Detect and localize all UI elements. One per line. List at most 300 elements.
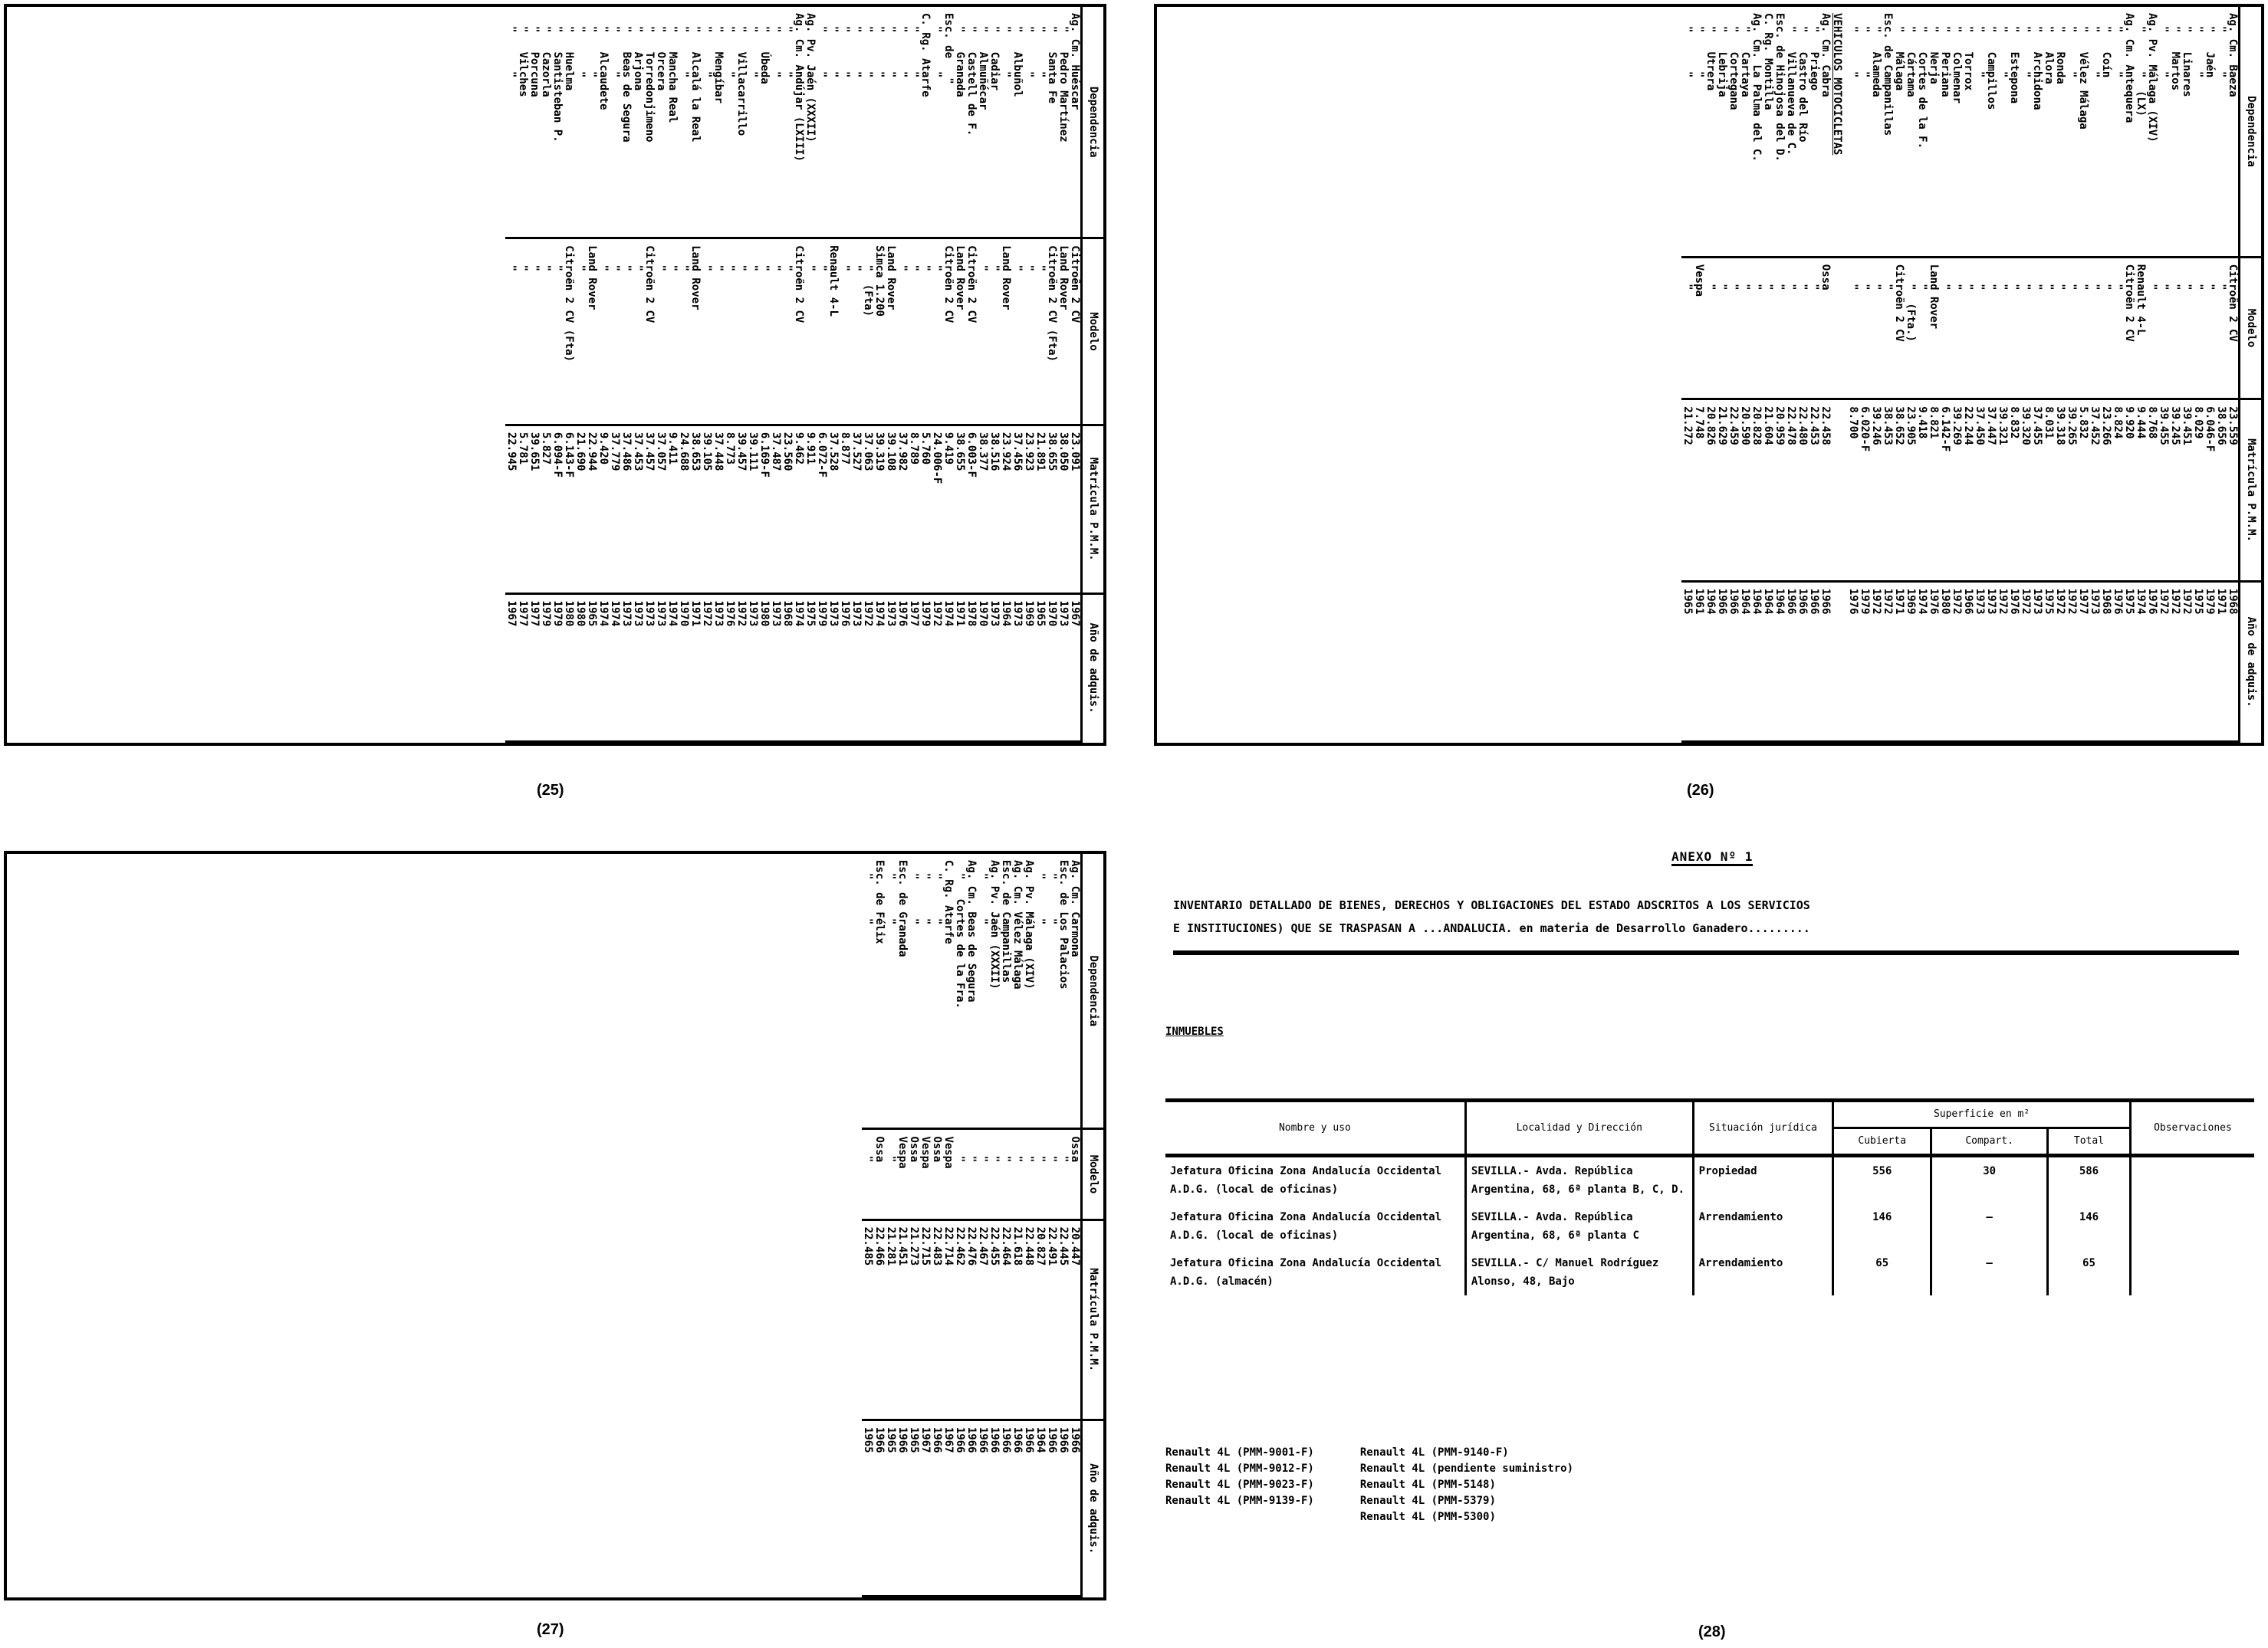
cell-dependencia: " Cazorla bbox=[540, 7, 551, 238]
cell-modelo: " bbox=[781, 238, 793, 425]
cell-modelo: " bbox=[1762, 257, 1773, 399]
cell-dependencia: C. Rg. Atarfe bbox=[942, 854, 954, 1129]
cell-modelo: " bbox=[919, 238, 931, 425]
cell-dependencia: Esc. de Granada bbox=[896, 854, 908, 1129]
cell-ano: 1973 bbox=[632, 593, 643, 741]
cell-dependencia: Ag. Cm. Baeza bbox=[2227, 7, 2240, 257]
table-row bbox=[977, 7, 988, 742]
table-row bbox=[1011, 7, 1023, 742]
cell-matricula: 9.420 bbox=[597, 425, 609, 593]
cell-matricula: 9.911 bbox=[804, 425, 816, 593]
cell-dependencia: " " bbox=[2066, 7, 2077, 257]
cell-matricula: 22.480 bbox=[1796, 399, 1808, 582]
cell-dependencia: Esc. de Campanillas bbox=[1882, 7, 1893, 257]
table-row bbox=[517, 7, 528, 742]
table-row bbox=[609, 7, 620, 742]
cell-dependencia: " " bbox=[885, 7, 896, 238]
cell-ano: 1974 bbox=[597, 593, 609, 741]
cell-ano: 1968 bbox=[2100, 581, 2112, 741]
table-row bbox=[2227, 7, 2240, 742]
cell-modelo: " bbox=[2054, 257, 2066, 399]
cell-ano: 1972 bbox=[2169, 581, 2181, 741]
header-modelo: Modelo bbox=[2240, 257, 2262, 399]
table-row bbox=[1704, 7, 1716, 742]
cell-ano: 1976 bbox=[724, 593, 735, 741]
cell-total: 65 bbox=[2048, 1249, 2131, 1295]
vehicle-item: Renault 4L (pendiente suministro) bbox=[1359, 1463, 1574, 1475]
cell-observaciones bbox=[2130, 1203, 2254, 1249]
header-dependencia: Dependencia bbox=[2240, 7, 2262, 257]
cell-modelo: Citroën 2 CV bbox=[2123, 257, 2135, 399]
cell-ano: 1966 bbox=[1819, 581, 1831, 741]
table-row bbox=[1808, 7, 1819, 742]
cell-dependencia: " " bbox=[862, 7, 873, 238]
header-matricula: Matrícula P.M.M. bbox=[1082, 1220, 1104, 1420]
cell-compartida: — bbox=[1931, 1203, 2048, 1249]
cell-dependencia: " Cortes de la Fra. bbox=[954, 854, 965, 1129]
cell-dependencia: " " bbox=[770, 7, 781, 238]
cell-dependencia: Ag. Pv. Málaga (XIV) bbox=[2146, 7, 2158, 257]
cell-dependencia: " Villanueva de C. bbox=[1785, 7, 1796, 257]
table-row bbox=[1859, 7, 1870, 742]
cell-matricula: 22.714 bbox=[942, 1220, 954, 1420]
table-row bbox=[678, 7, 689, 742]
cell-dependencia: Esc. de Campanillas bbox=[1000, 854, 1011, 1129]
page-number-27: (27) bbox=[537, 1621, 564, 1638]
cell-modelo: " bbox=[2100, 257, 2112, 399]
panel-25 bbox=[4, 4, 1106, 746]
table-row bbox=[2043, 7, 2054, 742]
rotated-table bbox=[862, 854, 1103, 1597]
cell-observaciones bbox=[2130, 1249, 2254, 1295]
vehicle-item: Renault 4L (PMM-9001-F) bbox=[1165, 1446, 1314, 1459]
cell-matricula: 8.773 bbox=[724, 425, 735, 593]
cell-ano: 1970 bbox=[977, 593, 988, 741]
cell-dependencia: " Pedro Martínez bbox=[1057, 7, 1069, 238]
cell-ano: 1970 bbox=[678, 593, 689, 741]
cell-matricula: 9.418 bbox=[1916, 399, 1928, 582]
cell-matricula: 22.715 bbox=[919, 1220, 931, 1420]
table-row bbox=[885, 7, 896, 742]
cell-modelo: " bbox=[885, 1129, 896, 1220]
cell-modelo: " bbox=[505, 238, 517, 425]
cell-modelo: " bbox=[2215, 257, 2227, 399]
cell-modelo: " bbox=[2158, 257, 2169, 399]
cell-dependencia: Ag. Cm. La Palma del C. bbox=[1750, 7, 1762, 257]
cell-situacion: Propiedad bbox=[1693, 1156, 1833, 1204]
vehicle-item: Renault 4L (PMM-9139-F) bbox=[1165, 1495, 1314, 1507]
table-row bbox=[2031, 7, 2043, 742]
table-row bbox=[2215, 7, 2227, 742]
cell-modelo: Citroën 2 CV bbox=[643, 238, 655, 425]
cell-matricula: 39.269 bbox=[1951, 399, 1962, 582]
table-row bbox=[1023, 7, 1034, 742]
cell-dependencia: Esc. de Félix bbox=[873, 854, 885, 1129]
cell-modelo: " bbox=[804, 238, 816, 425]
cell-matricula: 37.447 bbox=[1985, 399, 1997, 582]
cell-matricula: 22.459 bbox=[1727, 399, 1739, 582]
cell-ano: 1968 bbox=[2227, 581, 2240, 741]
panel-26 bbox=[1154, 4, 2264, 746]
cell-modelo: " bbox=[620, 238, 632, 425]
cell-modelo: " bbox=[1773, 257, 1785, 399]
cell-modelo: " bbox=[1796, 257, 1808, 399]
cell-dependencia: " Archidona bbox=[2031, 7, 2043, 257]
cell-matricula: 6.020-F bbox=[1859, 399, 1870, 582]
cell-dependencia: " Alcalá la Real bbox=[689, 7, 701, 238]
cell-dependencia: " Santisteban P. bbox=[551, 7, 563, 238]
table-row bbox=[1057, 854, 1069, 1597]
cell-dependencia: Ag. Pv. Jaén (XXXII) bbox=[988, 854, 1000, 1129]
cell-ano: 1966 bbox=[896, 1420, 908, 1596]
cell-matricula: 39.105 bbox=[701, 425, 712, 593]
cell-ano: 1973 bbox=[850, 593, 862, 741]
cell-ano: 1967 bbox=[1069, 593, 1082, 741]
cell-matricula: 6.143-F bbox=[563, 425, 574, 593]
table-row bbox=[1796, 7, 1808, 742]
table-row bbox=[1023, 854, 1034, 1597]
table-row bbox=[1893, 7, 1905, 742]
cell-ano: 1973 bbox=[770, 593, 781, 741]
cell-modelo: Land Rover bbox=[1000, 238, 1011, 425]
cell-ano: 1979 bbox=[2204, 581, 2215, 741]
cell-matricula: 5.781 bbox=[517, 425, 528, 593]
cell-dependencia: " " bbox=[574, 7, 586, 238]
cell-ano: 1971 bbox=[2215, 581, 2227, 741]
cell-modelo: " bbox=[1951, 257, 1962, 399]
cell-ano: 1973 bbox=[2089, 581, 2100, 741]
table-row bbox=[1034, 7, 1046, 742]
cell-dependencia: " Arjona bbox=[632, 7, 643, 238]
cell-matricula: 8.877 bbox=[839, 425, 850, 593]
cell-ano: 1972 bbox=[2020, 581, 2031, 741]
cell-ano: 1973 bbox=[643, 593, 655, 741]
cell-ano: 1966 bbox=[988, 1420, 1000, 1596]
cell-modelo: Vespa bbox=[896, 1129, 908, 1220]
table-row bbox=[977, 854, 988, 1597]
cell-modelo: " bbox=[1739, 257, 1750, 399]
cell-matricula: 37.486 bbox=[620, 425, 632, 593]
cell-matricula: 38.652 bbox=[1893, 399, 1905, 582]
cell-ano: 1972 bbox=[931, 593, 942, 741]
cell-ano: 1966 bbox=[1716, 581, 1727, 741]
cell-ano: 1975 bbox=[2123, 581, 2135, 741]
cell-dependencia: " " bbox=[850, 7, 862, 238]
table-row bbox=[988, 854, 1000, 1597]
cell-dependencia: " Utrera bbox=[1704, 7, 1716, 257]
vehicle-list-left bbox=[1165, 1445, 1314, 1525]
cell-ano: 1972 bbox=[1882, 581, 1893, 741]
cell-modelo: " bbox=[2169, 257, 2181, 399]
cell-matricula bbox=[1831, 399, 1847, 582]
cell-dependencia: Ag. Cm. Huéscar bbox=[1069, 7, 1082, 238]
cell-modelo: Vespa bbox=[919, 1129, 931, 1220]
table-row bbox=[2112, 7, 2123, 742]
cell-observaciones bbox=[2130, 1156, 2254, 1204]
table-row bbox=[2066, 7, 2077, 742]
cell-dependencia: " " bbox=[1023, 7, 1034, 238]
header-total: Total bbox=[2048, 1128, 2131, 1156]
cell-modelo: " bbox=[862, 1129, 873, 1220]
cell-total: 146 bbox=[2048, 1203, 2131, 1249]
cell-dependencia: " " (LX) bbox=[2135, 7, 2146, 257]
table-row bbox=[1000, 854, 1011, 1597]
cell-modelo: " bbox=[1716, 257, 1727, 399]
cell-dependencia: " Málaga bbox=[1893, 7, 1905, 257]
cell-ano: 1974 bbox=[942, 593, 954, 741]
cell-matricula: 39.321 bbox=[1997, 399, 2008, 582]
table-row bbox=[1939, 7, 1951, 742]
table-row bbox=[2146, 7, 2158, 742]
cell-dependencia: " Almuñécar bbox=[977, 7, 988, 238]
cell-ano: 1966 bbox=[873, 1420, 885, 1596]
table-row bbox=[655, 7, 666, 742]
cell-modelo: " bbox=[1882, 257, 1893, 399]
cell-ano: 1972 bbox=[735, 593, 747, 741]
table-row bbox=[735, 7, 747, 742]
cell-modelo: Land Rover bbox=[586, 238, 597, 425]
cell-dependencia: " " bbox=[781, 7, 793, 238]
cell-ano: 1972 bbox=[1870, 581, 1882, 741]
cell-modelo: " bbox=[954, 1129, 965, 1220]
header-compartida: Compart. bbox=[1931, 1128, 2048, 1156]
cell-matricula: 22.466 bbox=[873, 1220, 885, 1420]
cell-dependencia: " " bbox=[931, 7, 942, 238]
cell-matricula: 8.832 bbox=[2008, 399, 2020, 582]
cell-modelo: " bbox=[1916, 257, 1928, 399]
table-row bbox=[1882, 7, 1893, 742]
cell-localidad: SEVILLA.- C/ Manuel Rodríguez Alonso, 48, Bajo bbox=[1465, 1249, 1693, 1295]
cell-modelo: " bbox=[678, 238, 689, 425]
cell-modelo: " bbox=[1985, 257, 1997, 399]
cell-matricula: 39.318 bbox=[2054, 399, 2066, 582]
cell-dependencia: " " bbox=[977, 854, 988, 1129]
cell-modelo: " bbox=[1000, 1129, 1011, 1220]
cell-matricula: 5.832 bbox=[2077, 399, 2089, 582]
table-row bbox=[2100, 7, 2112, 742]
cell-dependencia: " Huelma bbox=[563, 7, 574, 238]
table-row bbox=[1962, 7, 1974, 742]
table-row bbox=[1997, 7, 2008, 742]
cell-ano: 1973 bbox=[1985, 581, 1997, 741]
cell-dependencia: " " bbox=[1974, 7, 1985, 257]
cell-modelo: " bbox=[701, 238, 712, 425]
cell-modelo: " bbox=[839, 238, 850, 425]
cell-ano: 1973 bbox=[2031, 581, 2043, 741]
cell-ano: 1969 bbox=[1023, 593, 1034, 741]
cell-compartida: — bbox=[1931, 1249, 2048, 1295]
cell-modelo: " bbox=[2031, 257, 2043, 399]
cell-matricula: 39.457 bbox=[735, 425, 747, 593]
cell-ano: 1975 bbox=[804, 593, 816, 741]
table-row bbox=[954, 854, 965, 1597]
table-row bbox=[528, 7, 540, 742]
table-row bbox=[839, 7, 850, 742]
header-dependencia: Dependencia bbox=[1082, 854, 1104, 1129]
cell-matricula: 39.265 bbox=[2066, 399, 2077, 582]
cell-dependencia: " " bbox=[2192, 7, 2204, 257]
cell-ano: 1973 bbox=[1974, 581, 1985, 741]
cell-matricula: 9.920 bbox=[2123, 399, 2135, 582]
cell-matricula: 37.528 bbox=[827, 425, 839, 593]
cell-dependencia: " " bbox=[1859, 7, 1870, 257]
cell-ano: 1979 bbox=[1859, 581, 1870, 741]
cell-ano: 1972 bbox=[2158, 581, 2169, 741]
cell-matricula: 37.455 bbox=[2031, 399, 2043, 582]
cell-modelo: " bbox=[977, 238, 988, 425]
header-modelo: Modelo bbox=[1082, 238, 1104, 425]
cell-modelo: Citroën 2 CV bbox=[965, 238, 977, 425]
table-row bbox=[689, 7, 701, 742]
cell-ano: 1974 bbox=[609, 593, 620, 741]
cell-dependencia: " Cortes de la F. bbox=[1916, 7, 1928, 257]
cell-dependencia: " " bbox=[2089, 7, 2100, 257]
header-matricula: Matrícula P.M.M. bbox=[1082, 425, 1104, 593]
cell-matricula: 37.527 bbox=[850, 425, 862, 593]
table-row bbox=[1739, 7, 1750, 742]
cell-ano: 1966 bbox=[1796, 581, 1808, 741]
cell-matricula: 22.464 bbox=[1000, 1220, 1011, 1420]
cell-modelo: " bbox=[1034, 1129, 1046, 1220]
table-row bbox=[931, 854, 942, 1597]
cell-ano: 1966 bbox=[954, 1420, 965, 1596]
cell-matricula: 20.826 bbox=[1704, 399, 1716, 582]
cell-dependencia: " " bbox=[678, 7, 689, 238]
table-row bbox=[942, 854, 954, 1597]
cell-dependencia: " " bbox=[1681, 7, 1693, 257]
cell-ano: 1972 bbox=[1997, 581, 2008, 741]
cell-matricula: 22.455 bbox=[988, 1220, 1000, 1420]
cell-dependencia: " Alameda bbox=[1870, 7, 1882, 257]
table-row bbox=[908, 854, 919, 1597]
cell-dependencia: " " bbox=[747, 7, 758, 238]
cell-ano: 1976 bbox=[896, 593, 908, 741]
page-number-25: (25) bbox=[537, 782, 564, 799]
cell-dependencia: " Periana bbox=[1939, 7, 1951, 257]
cell-modelo: " bbox=[1727, 257, 1739, 399]
cell-matricula: 39.451 bbox=[2181, 399, 2192, 582]
cell-ano: 1973 bbox=[620, 593, 632, 741]
cell-ano: 1977 bbox=[528, 593, 540, 741]
header-ano: Año de adquis. bbox=[2240, 581, 2262, 741]
table-row bbox=[908, 7, 919, 742]
cell-matricula: 21.272 bbox=[1681, 399, 1693, 582]
cell-dependencia: " " bbox=[862, 854, 873, 1129]
cell-modelo: " bbox=[1011, 238, 1023, 425]
cell-dependencia: " " bbox=[701, 7, 712, 238]
table-row bbox=[1928, 7, 1939, 742]
cell-ano: 1966 bbox=[1727, 581, 1739, 741]
cell-dependencia: " " bbox=[816, 7, 827, 238]
table-row bbox=[747, 7, 758, 742]
cell-ano: 1979 bbox=[816, 593, 827, 741]
cell-matricula: 23.091 bbox=[1069, 425, 1082, 593]
table-row bbox=[954, 7, 965, 742]
cell-dependencia: " Alcaudete bbox=[597, 7, 609, 238]
table-row bbox=[1165, 1203, 2254, 1249]
cell-matricula: 8.700 bbox=[1847, 399, 1859, 582]
table-row bbox=[1762, 7, 1773, 742]
cell-ano: 1967 bbox=[505, 593, 517, 741]
cell-dependencia: " Villacarrillo bbox=[735, 7, 747, 238]
table-row bbox=[850, 7, 862, 742]
cell-modelo: Citroën 2 CV bbox=[1893, 257, 1905, 399]
cell-ano: 1979 bbox=[551, 593, 563, 741]
cell-matricula: 37.456 bbox=[1011, 425, 1023, 593]
cell-modelo: " bbox=[2077, 257, 2089, 399]
cell-modelo: " bbox=[666, 238, 678, 425]
cell-dependencia: " " bbox=[2158, 7, 2169, 257]
cell-modelo: Ossa bbox=[1069, 1129, 1082, 1220]
cell-dependencia: " " bbox=[505, 7, 517, 238]
cell-modelo: " bbox=[2008, 257, 2020, 399]
cell-modelo: Land Rover bbox=[1057, 238, 1069, 425]
cell-matricula: 8.768 bbox=[2146, 399, 2158, 582]
cell-ano: 1966 bbox=[1023, 1420, 1034, 1596]
cell-ano: 1973 bbox=[712, 593, 724, 741]
cell-dependencia: " " bbox=[931, 854, 942, 1129]
cell-modelo: " bbox=[1034, 238, 1046, 425]
inventory-title-line1: INVENTARIO DETALLADO DE BIENES, DERECHOS Y OBLIGACIONES DEL ESTADO ADSCRITOS A LOS SERVICIOS bbox=[1173, 898, 1810, 912]
cell-ano: 1968 bbox=[781, 593, 793, 741]
table-row bbox=[942, 7, 954, 742]
cell-ano: 1965 bbox=[908, 1420, 919, 1596]
cell-ano: 1976 bbox=[2146, 581, 2158, 741]
panel-27 bbox=[4, 851, 1106, 1600]
cell-ano: 1973 bbox=[827, 593, 839, 741]
cell-matricula: 9.444 bbox=[2135, 399, 2146, 582]
cell-dependencia: " " bbox=[908, 7, 919, 238]
table-row bbox=[873, 7, 885, 742]
cell-ano: 1975 bbox=[2192, 581, 2204, 741]
cell-ano: 1973 bbox=[747, 593, 758, 741]
cell-dependencia: " Estepona bbox=[2008, 7, 2020, 257]
cell-modelo: Land Rover bbox=[954, 238, 965, 425]
cell-matricula: 22.944 bbox=[586, 425, 597, 593]
cell-ano: 1966 bbox=[1011, 1420, 1023, 1596]
cell-modelo: Ossa bbox=[873, 1129, 885, 1220]
cell-modelo: " bbox=[1704, 257, 1716, 399]
table-row bbox=[816, 7, 827, 742]
table-row bbox=[724, 7, 735, 742]
vehicle-table-25 bbox=[7, 7, 1103, 743]
cell-dependencia: " Mancha Real bbox=[666, 7, 678, 238]
cell-dependencia: " Orcera bbox=[655, 7, 666, 238]
cell-modelo: " bbox=[896, 238, 908, 425]
table-row bbox=[2089, 7, 2100, 742]
header-dependencia: Dependencia bbox=[1082, 7, 1104, 238]
cell-ano: 1966 bbox=[1046, 1420, 1057, 1596]
cell-dependencia: " " bbox=[2112, 7, 2123, 257]
cell-matricula: 8.031 bbox=[2043, 399, 2054, 582]
table-row bbox=[1819, 7, 1831, 742]
cell-matricula: 39.108 bbox=[885, 425, 896, 593]
cell-modelo: " bbox=[2181, 257, 2192, 399]
cell-modelo: " bbox=[2112, 257, 2123, 399]
cell-modelo: " bbox=[988, 1129, 1000, 1220]
cell-nombre: Jefatura Oficina Zona Andalucía Occidental A.D.G. (almacén) bbox=[1165, 1249, 1465, 1295]
cell-ano: 1964 bbox=[1739, 581, 1750, 741]
cell-modelo: Vespa bbox=[1693, 257, 1704, 399]
cell-ano: 1976 bbox=[2112, 581, 2123, 741]
cell-modelo: " bbox=[2192, 257, 2204, 399]
cell-matricula: 37.063 bbox=[862, 425, 873, 593]
cell-ano: 1965 bbox=[1034, 593, 1046, 741]
table-row bbox=[712, 7, 724, 742]
vehicle-list-right bbox=[1360, 1445, 1573, 1525]
cell-dependencia: " " bbox=[609, 7, 620, 238]
cell-matricula: 6.169-F bbox=[758, 425, 770, 593]
